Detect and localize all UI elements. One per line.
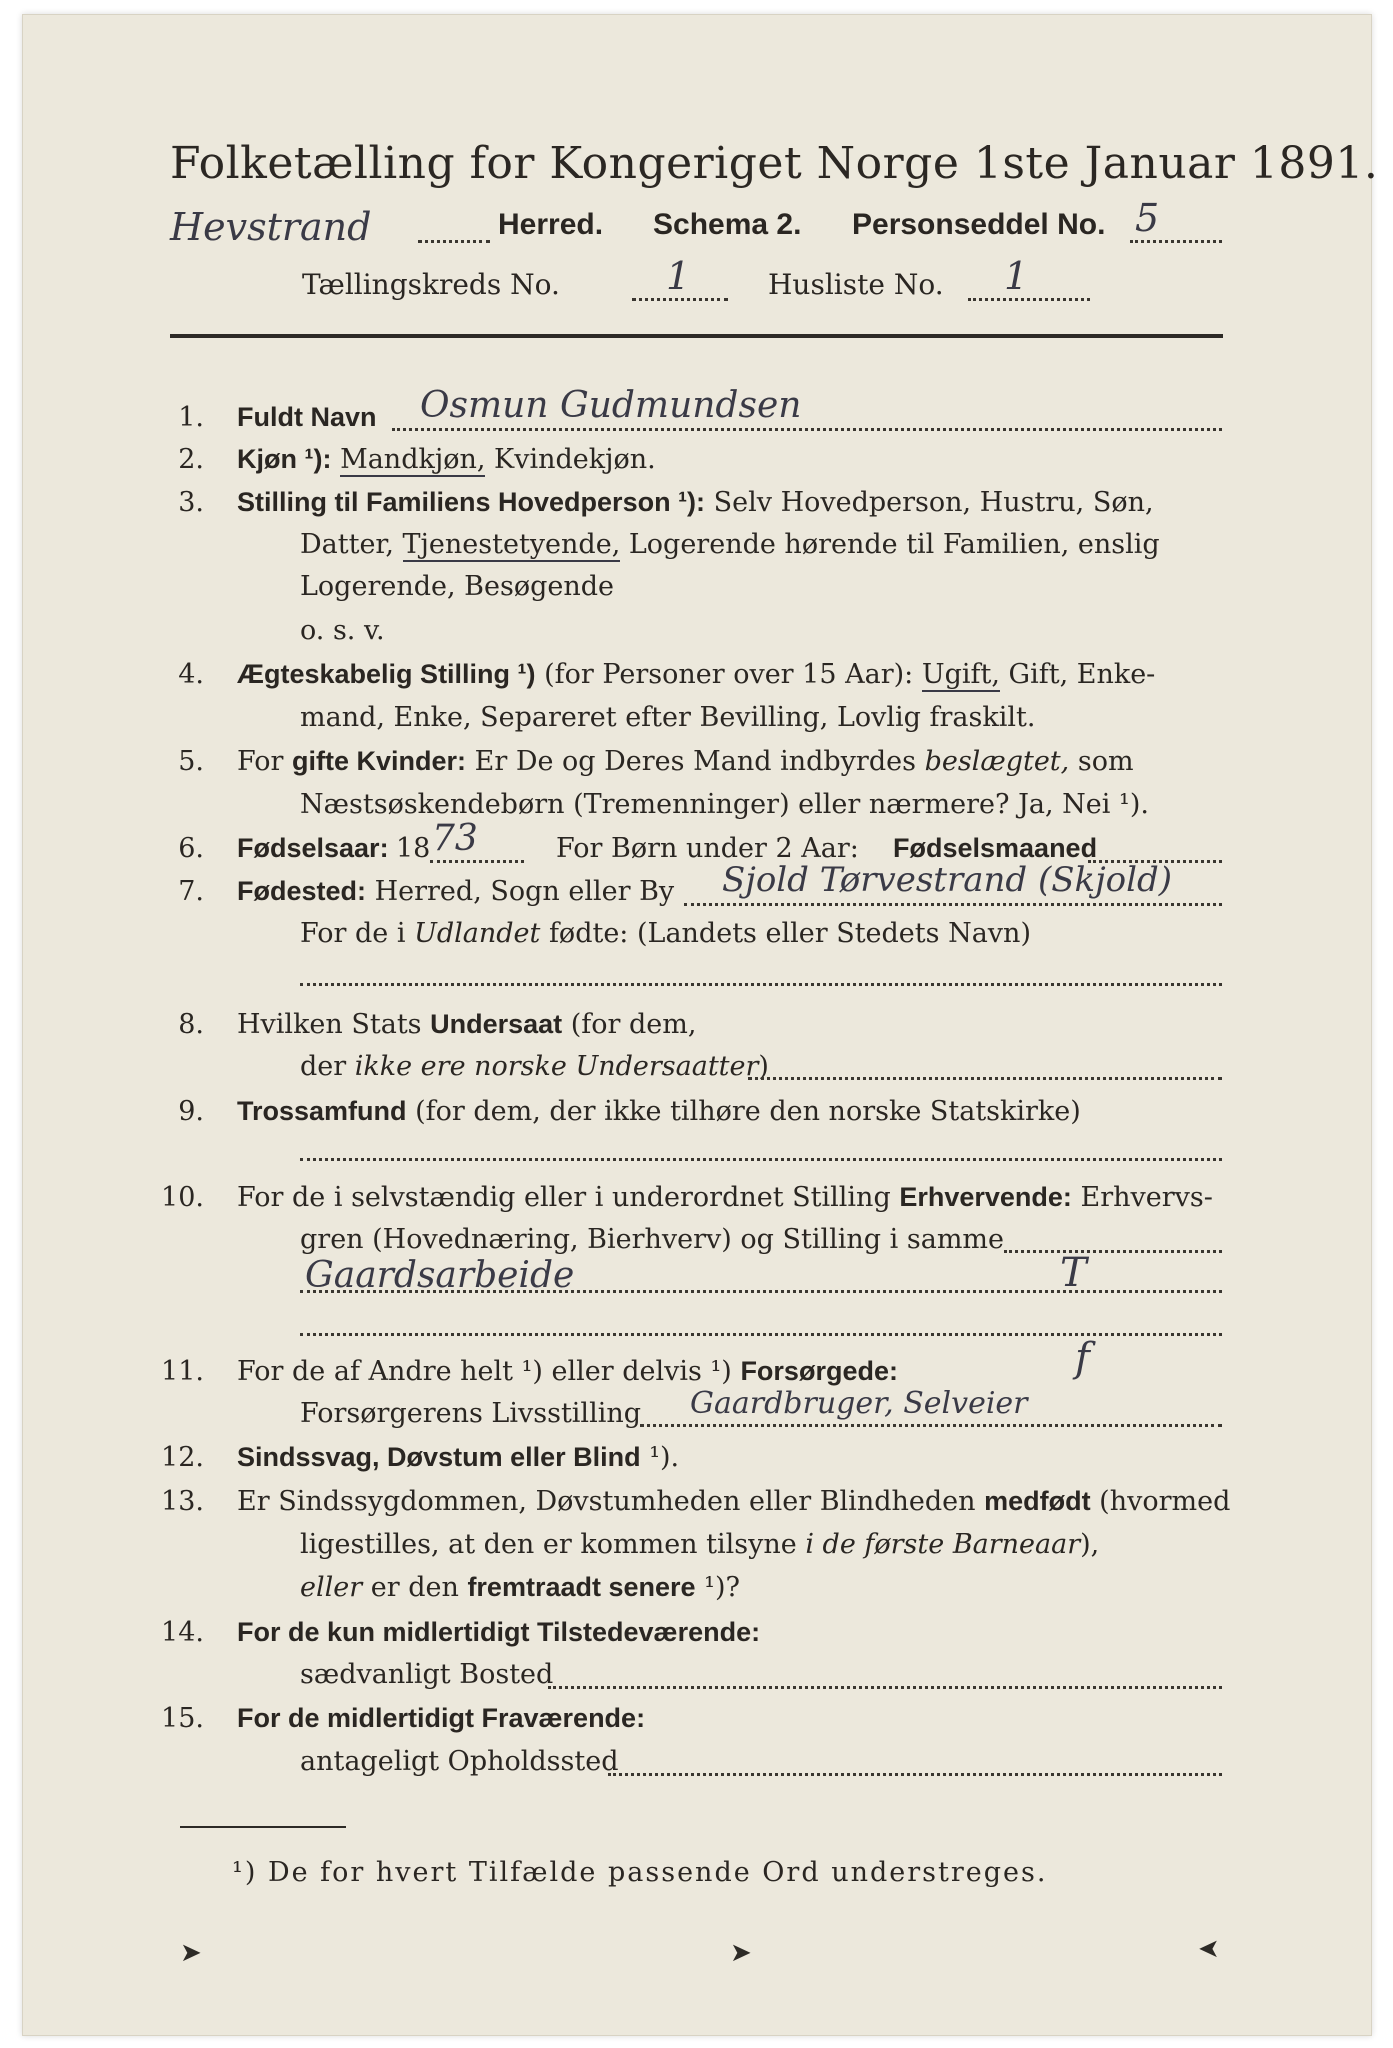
item-rest: For de i xyxy=(300,918,415,949)
item-number: 13. xyxy=(161,1486,204,1517)
item-rest: der xyxy=(300,1051,355,1082)
item-text-line2: Forsørgerens Livsstilling xyxy=(300,1398,642,1429)
item-text-line2: Næstsøskendebørn (Tremenninger) eller nærmere? Ja, Nei ¹). xyxy=(300,789,1149,820)
item-label: Forsørgede: xyxy=(740,1356,898,1386)
item-number: 12. xyxy=(161,1442,204,1473)
item-italic: beslægtet, xyxy=(924,746,1070,777)
item-label: For de midlertidigt Fraværende: xyxy=(237,1703,646,1733)
item-text-line2 xyxy=(300,918,1031,949)
item-rest: Datter, xyxy=(300,529,394,560)
item-number: 6. xyxy=(178,833,204,864)
provider-dots xyxy=(640,1424,1222,1427)
item-number: 1. xyxy=(178,402,204,433)
item-label: Erhvervende: xyxy=(899,1182,1072,1212)
item-label: Kjøn ¹): xyxy=(237,444,332,474)
arrow-mark-icon: ➤ xyxy=(180,1938,202,1968)
schema-label: Schema 2. xyxy=(653,208,802,241)
item-number: 7. xyxy=(178,876,204,907)
item-rest: ligestilles, at den er kommen tilsyne xyxy=(300,1529,806,1560)
item-number: 15. xyxy=(161,1703,204,1734)
bosted-dots xyxy=(548,1686,1222,1689)
name-handwriting: Osmun Gudmundsen xyxy=(420,385,802,426)
item-rest: er den xyxy=(362,1572,468,1603)
item-rest: ) xyxy=(758,1051,769,1082)
item-rest: For Børn under 2 Aar: xyxy=(556,833,859,864)
arrow-mark-icon: ➤ xyxy=(1198,1934,1220,1964)
item-number: 3. xyxy=(178,487,204,518)
item-rest: For de af Andre helt ¹) eller delvis ¹) xyxy=(237,1356,732,1387)
item-rest: ), xyxy=(1080,1529,1100,1560)
item-rest: (for Personer over 15 Aar): xyxy=(535,659,914,690)
year-prefix: 18 xyxy=(396,833,431,864)
herred-handwriting: Hevstrand xyxy=(170,205,372,249)
item-label: Fuldt Navn xyxy=(237,402,377,432)
item-label: Ægteskabelig Stilling ¹) xyxy=(237,659,536,689)
occupation-handwriting: Gaardsarbeide xyxy=(305,1255,575,1296)
herred-dots xyxy=(418,240,490,243)
item-number: 14. xyxy=(161,1617,204,1648)
footnote-rule xyxy=(180,1826,346,1828)
item-label: medfødt xyxy=(984,1486,1091,1516)
item-number: 10. xyxy=(161,1182,204,1213)
item-rest: som xyxy=(1069,746,1134,777)
item-label: For de kun midlertidigt Tilstedeværende: xyxy=(237,1617,761,1647)
birthplace-handwriting: Sjold Tørvestrand (Skjold) xyxy=(722,860,1173,900)
item-text-line2 xyxy=(300,1529,1099,1560)
item-label: Sindssvag, Døvstum eller Blind xyxy=(237,1442,641,1472)
item-number: 11. xyxy=(161,1356,204,1387)
item-text xyxy=(237,444,656,475)
herred-label: Herred. xyxy=(498,208,604,241)
item-text-line2 xyxy=(300,1051,769,1082)
item-number: 8. xyxy=(178,1009,204,1040)
item-text xyxy=(237,1442,679,1473)
item-rest: Kvindekjøn. xyxy=(485,444,656,475)
item-italic: ikke ere norske Undersaatter xyxy=(354,1051,759,1082)
herred-line xyxy=(170,205,372,249)
arrow-mark-icon: ➤ xyxy=(730,1938,752,1968)
forsorget-mark: f xyxy=(1075,1335,1090,1381)
underlined-choice: Mandkjøn, xyxy=(340,444,486,475)
kreds-label: Tællingskreds No. xyxy=(302,268,560,301)
item-italic: i de første Barneaar xyxy=(805,1529,1081,1560)
item-rest: Herred, Sogn eller By xyxy=(366,876,675,907)
item-rest: Erhvervs- xyxy=(1071,1182,1213,1213)
item-number: 2. xyxy=(178,444,204,475)
item-rest: ¹)? xyxy=(695,1572,740,1603)
item-rest: (hvormed xyxy=(1090,1486,1231,1517)
item-rest: For xyxy=(237,746,284,777)
erhverv-dots-1 xyxy=(1004,1250,1222,1253)
item-rest: Selv Hovedperson, Hustru, Søn, xyxy=(705,487,1154,518)
item-number: 5. xyxy=(178,746,204,777)
provider-handwriting: Gaardbruger, Selveier xyxy=(690,1386,1028,1421)
occupation-mark: T xyxy=(1060,1250,1087,1296)
census-form-page xyxy=(22,14,1372,2036)
item-label: Fødselsmaaned xyxy=(893,833,1098,863)
item-rest: (for dem, xyxy=(562,1009,697,1040)
underlined-choice: Ugift, xyxy=(921,659,1000,690)
item-number: 4. xyxy=(178,659,204,690)
item-label: Undersaat xyxy=(430,1009,563,1039)
kreds-handwriting: 1 xyxy=(666,254,691,298)
birthplace-dots xyxy=(684,903,1222,906)
item-text-line2: sædvanligt Bosted xyxy=(300,1659,554,1690)
item-text xyxy=(237,1096,1081,1127)
item-rest: Er De og Deres Mand indbyrdes xyxy=(466,746,916,777)
item-italic: eller xyxy=(300,1572,363,1603)
item-text xyxy=(237,487,1154,518)
item-rest: ¹). xyxy=(640,1442,680,1473)
item-label: Fødselsaar: xyxy=(237,833,389,863)
husliste-handwriting: 1 xyxy=(1004,254,1029,298)
item-label: Fødested: xyxy=(237,876,367,906)
item-text xyxy=(237,1486,1230,1517)
item-text-line2: gren (Hovednæring, Bierhverv) og Stilling i samme xyxy=(300,1224,1005,1255)
underlined-choice: Tjenestetyende, xyxy=(402,529,621,560)
trossamfund-dots xyxy=(300,1158,1222,1161)
item-text-line2: mand, Enke, Separeret efter Bevilling, Lovlig fraskilt. xyxy=(300,702,1036,733)
item-text xyxy=(237,876,674,907)
item-label: fremtraadt senere xyxy=(467,1572,696,1602)
personseddel-label: Personseddel No. xyxy=(852,208,1106,241)
personseddel-handwriting: 5 xyxy=(1135,196,1160,240)
husliste-dots xyxy=(968,298,1090,301)
undersaat-dots xyxy=(748,1077,1222,1080)
item-text-line3: Logerende, Besøgende xyxy=(300,571,614,602)
item-italic: Udlandet xyxy=(414,918,541,949)
item-text-line4: o. s. v. xyxy=(300,615,385,646)
item-text xyxy=(237,746,1134,777)
husliste-label: Husliste No. xyxy=(768,268,944,301)
year-handwriting: 73 xyxy=(432,818,478,859)
item-rest: Gift, Enke- xyxy=(999,659,1156,690)
name-dots xyxy=(392,428,1222,431)
item-rest: Hvilken Stats xyxy=(237,1009,422,1040)
item-rest: Er Sindssygdommen, Døvstumheden eller Blindheden xyxy=(237,1486,976,1517)
item-rest: fødte: (Landets eller Stedets Navn) xyxy=(540,918,1031,949)
item-text-line2: antageligt Opholdssted xyxy=(300,1746,619,1777)
form-title: Folketælling for Kongeriget Norge 1ste Januar 1891. xyxy=(170,138,1379,189)
item-text-line2 xyxy=(300,529,1160,560)
item-text xyxy=(237,1009,696,1040)
erhverv-dots-2 xyxy=(300,1290,1222,1293)
item-rest: For de i selvstændig eller i underordnet Stilling xyxy=(237,1182,891,1213)
item-label: Stilling til Familiens Hovedperson ¹): xyxy=(237,487,706,517)
kreds-dots xyxy=(632,298,728,301)
item-label: Trossamfund xyxy=(237,1096,407,1126)
item-text-line3 xyxy=(300,1572,740,1603)
item-rest: (for dem, der ikke tilhøre den norske Statskirke) xyxy=(406,1096,1081,1127)
header-rule xyxy=(170,334,1223,338)
opholdssted-dots xyxy=(608,1773,1222,1776)
footnote: ¹) De for hvert Tilfælde passende Ord understreges. xyxy=(232,1857,1048,1888)
item-number: 9. xyxy=(178,1096,204,1127)
item-text xyxy=(237,1356,898,1387)
item-rest: Logerende hørende til Familien, enslig xyxy=(620,529,1160,560)
item-text xyxy=(237,1182,1213,1213)
item-label: gifte Kvinder: xyxy=(292,746,467,776)
year-dots xyxy=(430,860,524,863)
abroad-dots xyxy=(300,983,1222,986)
item-text xyxy=(237,659,1155,690)
personseddel-dots xyxy=(1130,240,1222,243)
